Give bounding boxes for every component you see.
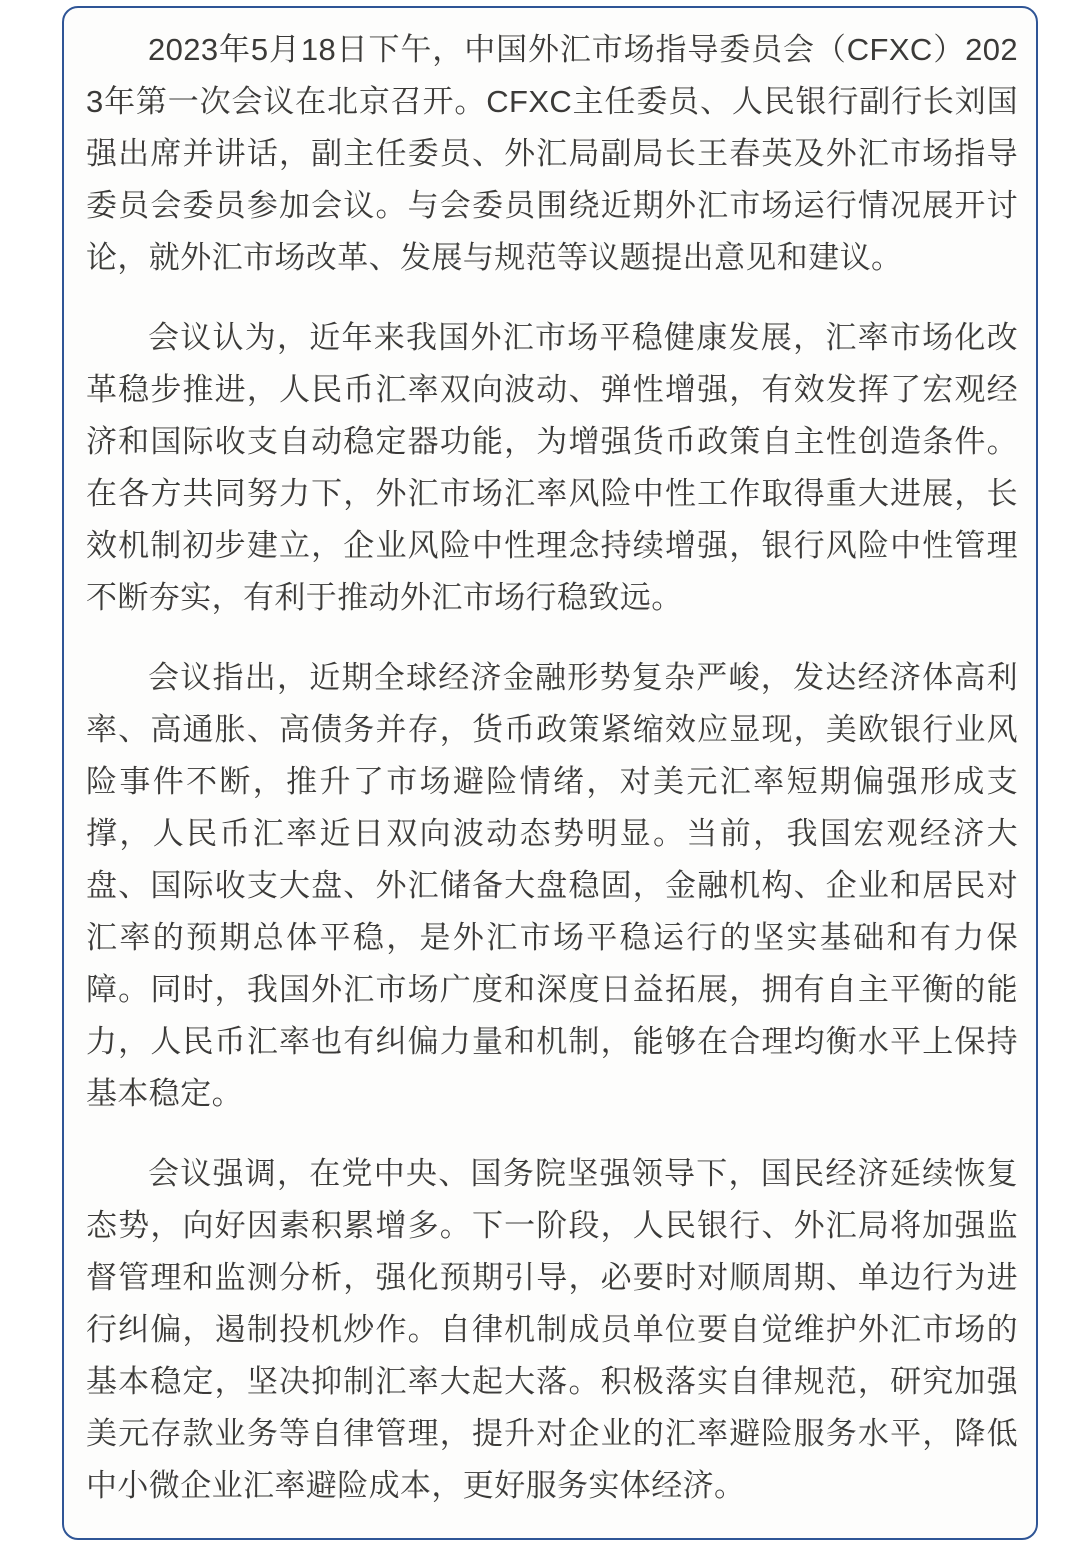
paragraph-4: 会议强调，在党中央、国务院坚强领导下，国民经济延续恢复态势，向好因素积累增多。下一阶段，人民银行、外汇局将加强监督管理和监测分析，强化预期引导，必要时对顺周期、单边行为进行纠偏，遏制投机炒作。自律机制成员单位要自觉维护外汇市场的基本稳定，坚决抑制汇率大起大落。积极落实自律规范，研究加强美元存款业务等自律管理，提升对企业的汇率避险服务水平，降低中小微企业汇率避险成本，更好服务实体经济。 (86, 1156, 1018, 1503)
article-card (62, 6, 1038, 1540)
paragraph-2: 会议认为，近年来我国外汇市场平稳健康发展，汇率市场化改革稳步推进，人民币汇率双向波动、弹性增强，有效发挥了宏观经济和国际收支自动稳定器功能，为增强货币政策自主性创造条件。在各方共同努力下，外汇市场汇率风险中性工作取得重大进展，长效机制初步建立，企业风险中性理念持续增强，银行风险中性管理不断夯实，有利于推动外汇市场行稳致远。 (86, 320, 1018, 615)
article-body (86, 24, 1018, 1512)
paragraph-3: 会议指出，近期全球经济金融形势复杂严峻，发达经济体高利率、高通胀、高债务并存，货币政策紧缩效应显现，美欧银行业风险事件不断，推升了市场避险情绪，对美元汇率短期偏强形成支撑，人民币汇率近日双向波动态势明显。当前，我国宏观经济大盘、国际收支大盘、外汇储备大盘稳固，金融机构、企业和居民对汇率的预期总体平稳，是外汇市场平稳运行的坚实基础和有力保障。同时，我国外汇市场广度和深度日益拓展，拥有自主平衡的能力，人民币汇率也有纠偏力量和机制，能够在合理均衡水平上保持基本稳定。 (86, 660, 1018, 1111)
paragraph-1: 2023年5月18日下午，中国外汇市场指导委员会（CFXC）2023年第一次会议在北京召开。CFXC主任委员、人民银行副行长刘国强出席并讲话，副主任委员、外汇局副局长王春英及外汇市场指导委员会委员参加会议。与会委员围绕近期外汇市场运行情况展开讨论，就外汇市场改革、发展与规范等议题提出意见和建议。 (86, 32, 1018, 275)
